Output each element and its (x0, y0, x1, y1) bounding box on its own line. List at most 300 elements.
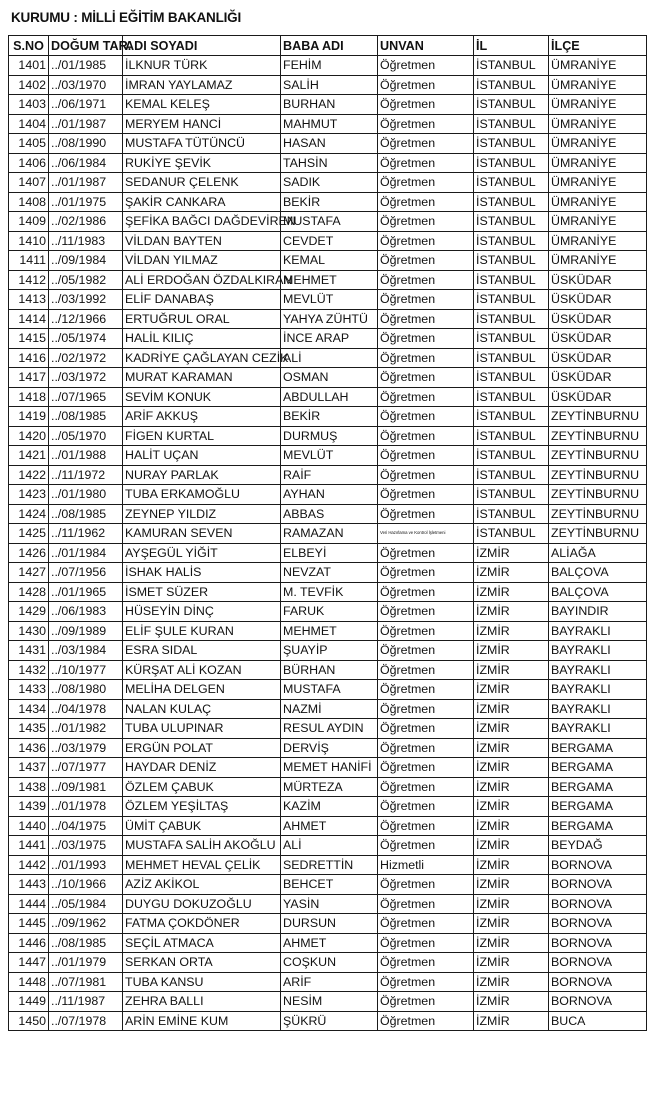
cell-sno: 1435 (9, 719, 49, 739)
cell-full-name: FİGEN KURTAL (123, 426, 281, 446)
cell-district: ÜMRANİYE (549, 134, 647, 154)
cell-sno: 1421 (9, 446, 49, 466)
cell-sno: 1401 (9, 56, 49, 76)
cell-district: BUCA (549, 1011, 647, 1031)
cell-sno: 1430 (9, 621, 49, 641)
cell-sno: 1437 (9, 758, 49, 778)
cell-title: Öğretmen (378, 816, 474, 836)
cell-district: BORNOVA (549, 992, 647, 1012)
cell-full-name: HÜSEYİN DİNÇ (123, 602, 281, 622)
cell-title: Öğretmen (378, 465, 474, 485)
cell-province: İZMİR (474, 582, 549, 602)
cell-sno: 1431 (9, 641, 49, 661)
cell-province: İSTANBUL (474, 368, 549, 388)
cell-sno: 1434 (9, 699, 49, 719)
cell-father-name: NEVZAT (281, 563, 378, 583)
cell-district: ÜSKÜDAR (549, 309, 647, 329)
cell-title: Öğretmen (378, 173, 474, 193)
cell-full-name: MELİHA DELGEN (123, 680, 281, 700)
cell-father-name: AHMET (281, 933, 378, 953)
cell-sno: 1424 (9, 504, 49, 524)
cell-district: ÜSKÜDAR (549, 368, 647, 388)
cell-full-name: TUBA ERKAMOĞLU (123, 485, 281, 505)
cell-full-name: KEMAL KELEŞ (123, 95, 281, 115)
cell-full-name: KAMURAN SEVEN (123, 524, 281, 544)
cell-full-name: SEÇİL ATMACA (123, 933, 281, 953)
cell-sno: 1427 (9, 563, 49, 583)
cell-district: ÜMRANİYE (549, 95, 647, 115)
table-row (9, 114, 647, 134)
cell-sno: 1449 (9, 992, 49, 1012)
cell-birth-date: ../03/1972 (49, 368, 123, 388)
cell-province: İZMİR (474, 816, 549, 836)
cell-father-name: MEHMET (281, 270, 378, 290)
cell-father-name: OSMAN (281, 368, 378, 388)
cell-district: ÜMRANİYE (549, 173, 647, 193)
cell-father-name: ŞÜKRÜ (281, 1011, 378, 1031)
cell-full-name: VİLDAN BAYTEN (123, 231, 281, 251)
cell-district: ÜMRANİYE (549, 114, 647, 134)
cell-district: ZEYTİNBURNU (549, 407, 647, 427)
cell-father-name: TAHSİN (281, 153, 378, 173)
cell-title: Öğretmen (378, 758, 474, 778)
cell-province: İSTANBUL (474, 524, 549, 544)
table-row (9, 56, 647, 76)
cell-father-name: MEMET HANİFİ (281, 758, 378, 778)
cell-province: İSTANBUL (474, 290, 549, 310)
cell-birth-date: ../01/1985 (49, 56, 123, 76)
cell-province: İSTANBUL (474, 446, 549, 466)
cell-province: İZMİR (474, 543, 549, 563)
table-row (9, 309, 647, 329)
cell-birth-date: ../11/1962 (49, 524, 123, 544)
table-row (9, 836, 647, 856)
cell-birth-date: ../10/1966 (49, 875, 123, 895)
cell-title: Öğretmen (378, 387, 474, 407)
cell-province: İZMİR (474, 933, 549, 953)
cell-title: Öğretmen (378, 582, 474, 602)
cell-birth-date: ../11/1987 (49, 992, 123, 1012)
cell-title: Öğretmen (378, 251, 474, 271)
personnel-table (8, 35, 647, 1031)
cell-birth-date: ../08/1985 (49, 933, 123, 953)
cell-full-name: NALAN KULAÇ (123, 699, 281, 719)
cell-father-name: YASİN (281, 894, 378, 914)
cell-title: Öğretmen (378, 699, 474, 719)
table-row (9, 777, 647, 797)
cell-sno: 1411 (9, 251, 49, 271)
table-row (9, 212, 647, 232)
cell-district: ZEYTİNBURNU (549, 524, 647, 544)
cell-birth-date: ../09/1989 (49, 621, 123, 641)
cell-province: İSTANBUL (474, 134, 549, 154)
cell-full-name: MUSTAFA TÜTÜNCÜ (123, 134, 281, 154)
cell-sno: 1423 (9, 485, 49, 505)
cell-district: BAYRAKLI (549, 680, 647, 700)
cell-sno: 1407 (9, 173, 49, 193)
cell-title: Öğretmen (378, 368, 474, 388)
cell-full-name: ALİ ERDOĞAN ÖZDALKIRAN (123, 270, 281, 290)
cell-district: BERGAMA (549, 777, 647, 797)
cell-birth-date: ../01/1979 (49, 953, 123, 973)
cell-province: İZMİR (474, 699, 549, 719)
cell-title: Öğretmen (378, 75, 474, 95)
cell-birth-date: ../08/1985 (49, 504, 123, 524)
cell-full-name: İSHAK HALİS (123, 563, 281, 583)
cell-full-name: ŞAKİR CANKARA (123, 192, 281, 212)
cell-father-name: M. TEVFİK (281, 582, 378, 602)
cell-district: BORNOVA (549, 933, 647, 953)
cell-province: İZMİR (474, 777, 549, 797)
cell-father-name: ABDULLAH (281, 387, 378, 407)
cell-birth-date: ../07/1965 (49, 387, 123, 407)
cell-district: ZEYTİNBURNU (549, 485, 647, 505)
cell-father-name: ŞUAYİP (281, 641, 378, 661)
cell-title: Öğretmen (378, 641, 474, 661)
cell-birth-date: ../08/1990 (49, 134, 123, 154)
table-row (9, 153, 647, 173)
cell-sno: 1432 (9, 660, 49, 680)
cell-district: ÜSKÜDAR (549, 348, 647, 368)
cell-birth-date: ../05/1970 (49, 426, 123, 446)
cell-father-name: NESİM (281, 992, 378, 1012)
cell-province: İSTANBUL (474, 348, 549, 368)
cell-full-name: TUBA ULUPINAR (123, 719, 281, 739)
cell-father-name: MEHMET (281, 621, 378, 641)
cell-father-name: ALİ (281, 348, 378, 368)
cell-birth-date: ../08/1980 (49, 680, 123, 700)
cell-father-name: COŞKUN (281, 953, 378, 973)
cell-province: İSTANBUL (474, 192, 549, 212)
cell-birth-date: ../07/1978 (49, 1011, 123, 1031)
table-row (9, 543, 647, 563)
table-header-row (9, 36, 647, 56)
cell-sno: 1438 (9, 777, 49, 797)
cell-province: İSTANBUL (474, 329, 549, 349)
cell-title: Öğretmen (378, 836, 474, 856)
cell-district: ÜSKÜDAR (549, 290, 647, 310)
cell-full-name: ÖZLEM ÇABUK (123, 777, 281, 797)
table-row (9, 173, 647, 193)
cell-sno: 1415 (9, 329, 49, 349)
cell-district: ÜMRANİYE (549, 251, 647, 271)
cell-full-name: TUBA KANSU (123, 972, 281, 992)
cell-title: Öğretmen (378, 192, 474, 212)
cell-sno: 1406 (9, 153, 49, 173)
cell-title: Öğretmen (378, 407, 474, 427)
cell-district: ÜMRANİYE (549, 75, 647, 95)
cell-birth-date: ../07/1977 (49, 758, 123, 778)
table-row (9, 699, 647, 719)
cell-full-name: ZEHRA BALLI (123, 992, 281, 1012)
cell-sno: 1447 (9, 953, 49, 973)
cell-full-name: SERKAN ORTA (123, 953, 281, 973)
cell-title: Öğretmen (378, 543, 474, 563)
cell-title: Öğretmen (378, 602, 474, 622)
cell-district: BAYINDIR (549, 602, 647, 622)
table-row (9, 368, 647, 388)
cell-father-name: YAHYA ZÜHTÜ (281, 309, 378, 329)
cell-district: BERGAMA (549, 797, 647, 817)
cell-sno: 1444 (9, 894, 49, 914)
table-row (9, 95, 647, 115)
table-body (9, 56, 647, 1031)
cell-birth-date: ../08/1985 (49, 407, 123, 427)
table-row (9, 875, 647, 895)
table-row (9, 992, 647, 1012)
cell-province: İZMİR (474, 621, 549, 641)
cell-father-name: BEKİR (281, 192, 378, 212)
cell-district: BORNOVA (549, 972, 647, 992)
table-row (9, 270, 647, 290)
cell-province: İZMİR (474, 1011, 549, 1031)
cell-district: BALÇOVA (549, 582, 647, 602)
cell-sno: 1428 (9, 582, 49, 602)
table-row (9, 933, 647, 953)
header-father-name: BABA ADI (281, 36, 378, 56)
cell-title: Öğretmen (378, 660, 474, 680)
cell-sno: 1443 (9, 875, 49, 895)
cell-title: Öğretmen (378, 446, 474, 466)
table-row (9, 563, 647, 583)
cell-district: ZEYTİNBURNU (549, 465, 647, 485)
table-row (9, 524, 647, 544)
cell-birth-date: ../05/1974 (49, 329, 123, 349)
cell-title: Öğretmen (378, 933, 474, 953)
cell-full-name: ERGÜN POLAT (123, 738, 281, 758)
table-row (9, 465, 647, 485)
cell-father-name: ABBAS (281, 504, 378, 524)
table-row (9, 680, 647, 700)
cell-full-name: KÜRŞAT ALİ KOZAN (123, 660, 281, 680)
cell-father-name: HASAN (281, 134, 378, 154)
cell-birth-date: ../04/1978 (49, 699, 123, 719)
cell-father-name: FARUK (281, 602, 378, 622)
cell-full-name: ÜMİT ÇABUK (123, 816, 281, 836)
cell-district: BORNOVA (549, 953, 647, 973)
cell-full-name: MEHMET HEVAL ÇELİK (123, 855, 281, 875)
cell-district: ZEYTİNBURNU (549, 426, 647, 446)
cell-birth-date: ../03/1975 (49, 836, 123, 856)
cell-title: Öğretmen (378, 875, 474, 895)
cell-title: Öğretmen (378, 621, 474, 641)
cell-full-name: ŞEFİKA BAĞCI DAĞDEVİREN (123, 212, 281, 232)
cell-full-name: FATMA ÇOKDÖNER (123, 914, 281, 934)
table-row (9, 407, 647, 427)
cell-full-name: ARİF AKKUŞ (123, 407, 281, 427)
table-row (9, 855, 647, 875)
cell-district: ÜMRANİYE (549, 231, 647, 251)
cell-birth-date: ../09/1981 (49, 777, 123, 797)
cell-sno: 1402 (9, 75, 49, 95)
cell-district: BAYRAKLI (549, 641, 647, 661)
cell-district: BAYRAKLI (549, 621, 647, 641)
cell-birth-date: ../06/1984 (49, 153, 123, 173)
table-row (9, 387, 647, 407)
cell-province: İSTANBUL (474, 212, 549, 232)
cell-district: BORNOVA (549, 875, 647, 895)
cell-title: Öğretmen (378, 114, 474, 134)
cell-district: ÜMRANİYE (549, 153, 647, 173)
cell-father-name: ALİ (281, 836, 378, 856)
cell-father-name: BEKİR (281, 407, 378, 427)
cell-sno: 1425 (9, 524, 49, 544)
cell-full-name: MUSTAFA SALİH AKOĞLU (123, 836, 281, 856)
cell-birth-date: ../01/1984 (49, 543, 123, 563)
cell-sno: 1439 (9, 797, 49, 817)
cell-sno: 1419 (9, 407, 49, 427)
cell-province: İZMİR (474, 875, 549, 895)
cell-father-name: MEVLÜT (281, 446, 378, 466)
cell-province: İZMİR (474, 972, 549, 992)
cell-sno: 1448 (9, 972, 49, 992)
cell-title: Öğretmen (378, 270, 474, 290)
cell-province: İSTANBUL (474, 309, 549, 329)
cell-birth-date: ../01/1978 (49, 797, 123, 817)
cell-title: Öğretmen (378, 894, 474, 914)
cell-father-name: AYHAN (281, 485, 378, 505)
cell-title: Öğretmen (378, 309, 474, 329)
cell-province: İZMİR (474, 680, 549, 700)
cell-title: Öğretmen (378, 231, 474, 251)
cell-full-name: MERYEM HANCİ (123, 114, 281, 134)
cell-father-name: AHMET (281, 816, 378, 836)
cell-sno: 1420 (9, 426, 49, 446)
cell-sno: 1416 (9, 348, 49, 368)
cell-father-name: RAMAZAN (281, 524, 378, 544)
cell-title: Öğretmen (378, 797, 474, 817)
cell-birth-date: ../03/1984 (49, 641, 123, 661)
cell-birth-date: ../09/1984 (49, 251, 123, 271)
cell-district: BERGAMA (549, 816, 647, 836)
table-row (9, 719, 647, 739)
cell-province: İSTANBUL (474, 426, 549, 446)
cell-full-name: NURAY PARLAK (123, 465, 281, 485)
cell-province: İSTANBUL (474, 407, 549, 427)
cell-father-name: RAİF (281, 465, 378, 485)
cell-district: ZEYTİNBURNU (549, 446, 647, 466)
cell-district: BALÇOVA (549, 563, 647, 583)
header-birth-date: DOĞUM TAR. (49, 36, 123, 56)
table-row (9, 894, 647, 914)
cell-province: İSTANBUL (474, 231, 549, 251)
cell-father-name: DERVİŞ (281, 738, 378, 758)
cell-province: İSTANBUL (474, 251, 549, 271)
cell-title: Veri Hazırlama ve Kontrol İşletmeni (378, 524, 474, 544)
cell-full-name: SEDANUR ÇELENK (123, 173, 281, 193)
cell-birth-date: ../02/1972 (49, 348, 123, 368)
cell-sno: 1429 (9, 602, 49, 622)
cell-sno: 1408 (9, 192, 49, 212)
cell-district: BAYRAKLI (549, 699, 647, 719)
cell-title: Öğretmen (378, 95, 474, 115)
cell-province: İZMİR (474, 758, 549, 778)
cell-district: ALİAĞA (549, 543, 647, 563)
cell-province: İSTANBUL (474, 387, 549, 407)
cell-full-name: ÖZLEM YEŞİLTAŞ (123, 797, 281, 817)
cell-father-name: FEHİM (281, 56, 378, 76)
cell-sno: 1436 (9, 738, 49, 758)
cell-title: Öğretmen (378, 777, 474, 797)
cell-province: İSTANBUL (474, 465, 549, 485)
cell-sno: 1409 (9, 212, 49, 232)
cell-district: ÜMRANİYE (549, 56, 647, 76)
cell-province: İSTANBUL (474, 485, 549, 505)
cell-sno: 1405 (9, 134, 49, 154)
cell-district: ZEYTİNBURNU (549, 504, 647, 524)
table-row (9, 641, 647, 661)
cell-full-name: KADRİYE ÇAĞLAYAN CEZİK (123, 348, 281, 368)
table-row (9, 348, 647, 368)
cell-title: Öğretmen (378, 56, 474, 76)
table-row (9, 75, 647, 95)
cell-province: İZMİR (474, 894, 549, 914)
cell-province: İZMİR (474, 719, 549, 739)
cell-father-name: SALİH (281, 75, 378, 95)
cell-province: İSTANBUL (474, 504, 549, 524)
cell-full-name: AYŞEGÜL YİĞİT (123, 543, 281, 563)
cell-birth-date: ../04/1975 (49, 816, 123, 836)
cell-full-name: AZİZ AKİKOL (123, 875, 281, 895)
cell-full-name: İMRAN YAYLAMAZ (123, 75, 281, 95)
cell-birth-date: ../02/1986 (49, 212, 123, 232)
cell-sno: 1403 (9, 95, 49, 115)
cell-province: İZMİR (474, 992, 549, 1012)
cell-title: Öğretmen (378, 212, 474, 232)
cell-province: İZMİR (474, 914, 549, 934)
table-row (9, 504, 647, 524)
cell-sno: 1426 (9, 543, 49, 563)
cell-title: Öğretmen (378, 914, 474, 934)
cell-father-name: KAZİM (281, 797, 378, 817)
cell-father-name: KEMAL (281, 251, 378, 271)
table-row (9, 738, 647, 758)
cell-birth-date: ../03/1979 (49, 738, 123, 758)
document-title: KURUMU : MİLLİ EĞİTİM BAKANLIĞI (11, 10, 242, 25)
table-row (9, 602, 647, 622)
cell-father-name: CEVDET (281, 231, 378, 251)
cell-birth-date: ../01/1988 (49, 446, 123, 466)
cell-province: İZMİR (474, 738, 549, 758)
table-row (9, 953, 647, 973)
table-row (9, 621, 647, 641)
cell-district: ÜSKÜDAR (549, 387, 647, 407)
header-province: İL (474, 36, 549, 56)
cell-birth-date: ../06/1971 (49, 95, 123, 115)
cell-province: İZMİR (474, 660, 549, 680)
table-row (9, 758, 647, 778)
cell-full-name: RUKİYE ŞEVİK (123, 153, 281, 173)
cell-full-name: ERTUĞRUL ORAL (123, 309, 281, 329)
cell-father-name: MÜRTEZA (281, 777, 378, 797)
cell-father-name: RESUL AYDIN (281, 719, 378, 739)
table-row (9, 251, 647, 271)
cell-province: İSTANBUL (474, 270, 549, 290)
cell-father-name: MUSTAFA (281, 680, 378, 700)
cell-full-name: DUYGU DOKUZOĞLU (123, 894, 281, 914)
cell-birth-date: ../07/1981 (49, 972, 123, 992)
cell-father-name: DURMUŞ (281, 426, 378, 446)
table-row (9, 485, 647, 505)
cell-district: BEYDAĞ (549, 836, 647, 856)
cell-province: İZMİR (474, 797, 549, 817)
cell-birth-date: ../05/1984 (49, 894, 123, 914)
cell-province: İSTANBUL (474, 173, 549, 193)
cell-full-name: ESRA SIDAL (123, 641, 281, 661)
table-row (9, 797, 647, 817)
cell-sno: 1442 (9, 855, 49, 875)
cell-birth-date: ../09/1962 (49, 914, 123, 934)
